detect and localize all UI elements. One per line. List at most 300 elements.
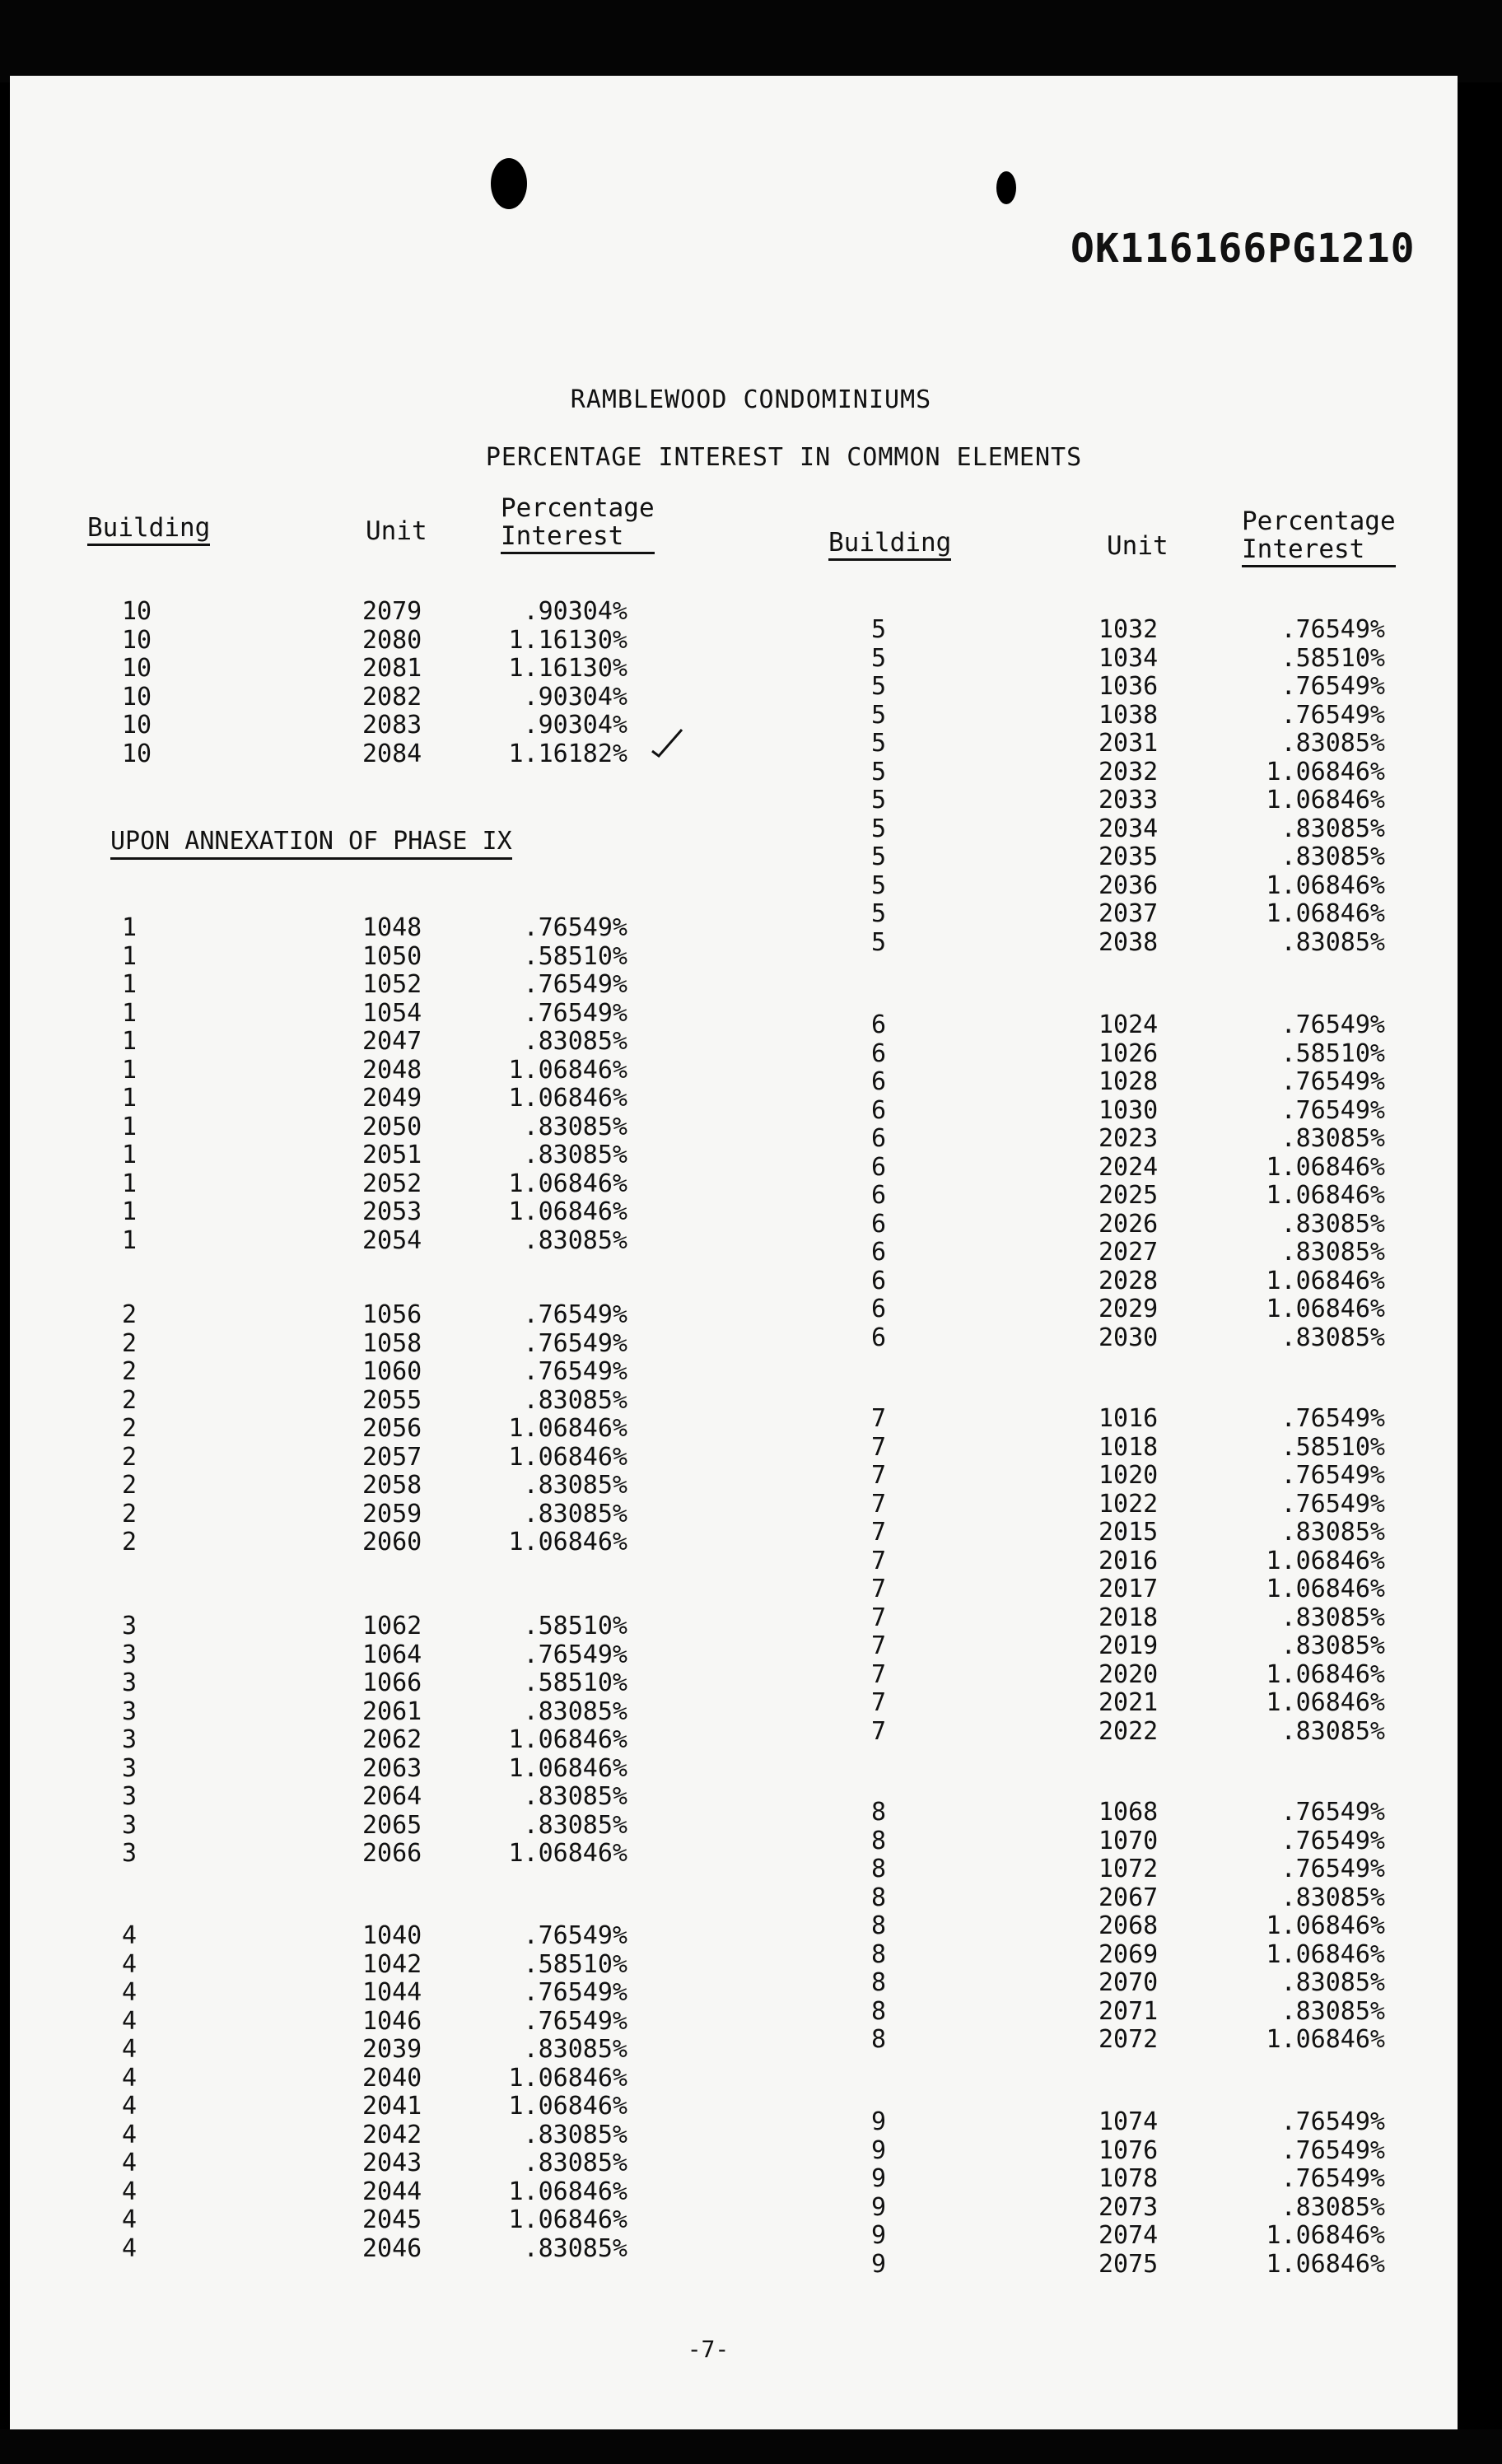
building-cell: 9 bbox=[871, 2249, 887, 2279]
table-row bbox=[0, 1519, 1502, 1547]
percentage-cell: 1.06846% bbox=[1266, 1575, 1385, 1603]
building-cell: 1 bbox=[122, 1169, 138, 1198]
percentage-cell: .76549% bbox=[1280, 1010, 1385, 1039]
building-cell: 2 bbox=[122, 1357, 138, 1386]
percentage-cell: 1.06846% bbox=[508, 1084, 627, 1113]
percentage-cell: .76549% bbox=[1280, 1798, 1385, 1827]
table-row bbox=[0, 1855, 1502, 1884]
table-row bbox=[0, 2026, 1502, 2055]
building-cell: 8 bbox=[871, 1883, 887, 1912]
percentage-cell: .83085% bbox=[1280, 842, 1385, 871]
percentage-cell: .83085% bbox=[523, 1499, 627, 1528]
table-row bbox=[0, 2222, 1502, 2251]
building-cell: 1 bbox=[122, 1112, 138, 1141]
percentage-cell: .58510% bbox=[1280, 1432, 1385, 1462]
percentage-cell: 1.06846% bbox=[508, 1753, 627, 1783]
page-number: -7- bbox=[687, 2336, 730, 2363]
building-cell: 6 bbox=[871, 1038, 887, 1068]
unit-cell: 1072 bbox=[1099, 1855, 1159, 1883]
unit-cell: 2080 bbox=[362, 625, 422, 655]
unit-cell: 2066 bbox=[362, 1839, 422, 1868]
table-row bbox=[0, 1434, 1502, 1463]
right-percentage-header: Percentage Interest bbox=[1242, 507, 1396, 567]
unit-cell: 2067 bbox=[1099, 1883, 1159, 1912]
building-cell: 5 bbox=[871, 757, 887, 786]
building-cell: 8 bbox=[871, 1798, 887, 1827]
percentage-cell: 1.06846% bbox=[508, 2205, 627, 2234]
unit-cell: 2081 bbox=[362, 654, 422, 683]
unit-cell: 1028 bbox=[1099, 1067, 1159, 1096]
unit-cell: 2046 bbox=[362, 2233, 422, 2263]
building-cell: 9 bbox=[871, 2107, 887, 2136]
percentage-cell: .83085% bbox=[1280, 1603, 1385, 1632]
unit-cell: 2056 bbox=[362, 1414, 422, 1443]
unit-cell: 2051 bbox=[362, 1141, 422, 1169]
percentage-cell: .83085% bbox=[523, 2120, 627, 2149]
building-cell: 8 bbox=[871, 1996, 887, 2026]
table-row bbox=[0, 1827, 1502, 1856]
percentage-cell: .83085% bbox=[523, 1112, 627, 1141]
building-cell: 9 bbox=[871, 2135, 887, 2165]
table-row bbox=[0, 1462, 1502, 1491]
table-row bbox=[0, 702, 1502, 730]
building-cell: 6 bbox=[871, 1209, 887, 1239]
building-cell: 6 bbox=[871, 1010, 887, 1039]
building-cell: 7 bbox=[871, 1716, 887, 1746]
percentage-cell: .76549% bbox=[523, 1328, 627, 1358]
percentage-cell: .76549% bbox=[1280, 2107, 1385, 2136]
document-subtitle: PERCENTAGE INTEREST IN COMMON ELEMENTS bbox=[485, 443, 1083, 472]
percentage-cell: .76549% bbox=[523, 970, 627, 999]
table-row bbox=[0, 2108, 1502, 2137]
left-unit-header: Unit bbox=[366, 516, 427, 546]
building-cell: 5 bbox=[871, 927, 887, 957]
percentage-cell: .76549% bbox=[523, 1978, 627, 2007]
percentage-cell: .76549% bbox=[1280, 1067, 1385, 1096]
unit-cell: 2039 bbox=[362, 2035, 422, 2064]
unit-cell: 1044 bbox=[362, 1978, 422, 2007]
percentage-cell: .83085% bbox=[523, 1027, 627, 1056]
table-row bbox=[0, 1267, 1502, 1296]
percentage-cell: 1.06846% bbox=[508, 1839, 627, 1868]
unit-cell: 1074 bbox=[1099, 2107, 1159, 2136]
building-cell: 2 bbox=[122, 1328, 138, 1358]
table-row bbox=[0, 1547, 1502, 1576]
percentage-cell: .76549% bbox=[523, 2006, 627, 2036]
building-cell: 7 bbox=[871, 1461, 887, 1490]
left-building-header: Building bbox=[87, 514, 210, 546]
building-cell: 3 bbox=[122, 1612, 138, 1640]
table-row bbox=[0, 1405, 1502, 1434]
unit-cell: 2033 bbox=[1099, 786, 1159, 814]
unit-cell: 2036 bbox=[1099, 870, 1159, 900]
percentage-cell: .83085% bbox=[523, 1225, 627, 1255]
building-cell: 8 bbox=[871, 1968, 887, 1997]
table-row bbox=[0, 1295, 1502, 1324]
building-cell: 8 bbox=[871, 1911, 887, 1940]
percentage-cell: 1.16130% bbox=[508, 654, 627, 683]
table-row bbox=[0, 872, 1502, 901]
building-cell: 2 bbox=[122, 1499, 138, 1528]
unit-cell: 2042 bbox=[362, 2120, 422, 2149]
unit-cell: 2068 bbox=[1099, 1911, 1159, 1940]
table-row bbox=[0, 929, 1502, 958]
percentage-cell: 1.06846% bbox=[508, 1442, 627, 1472]
unit-cell: 2021 bbox=[1099, 1688, 1159, 1717]
unit-cell: 2041 bbox=[362, 2092, 422, 2121]
percentage-cell: .58510% bbox=[523, 1668, 627, 1697]
unit-cell: 2034 bbox=[1099, 814, 1159, 843]
percentage-cell: 1.06846% bbox=[1266, 1181, 1385, 1210]
percentage-cell: .83085% bbox=[1280, 1631, 1385, 1660]
building-cell: 8 bbox=[871, 2025, 887, 2054]
unit-cell: 1042 bbox=[362, 1949, 422, 1979]
building-cell: 4 bbox=[122, 2092, 138, 2121]
percentage-cell: 1.06846% bbox=[1266, 870, 1385, 900]
percentage-cell: 1.06846% bbox=[508, 1169, 627, 1198]
unit-cell: 2038 bbox=[1099, 927, 1159, 957]
unit-cell: 1078 bbox=[1099, 2164, 1159, 2193]
unit-cell: 2049 bbox=[362, 1084, 422, 1113]
unit-cell: 2025 bbox=[1099, 1181, 1159, 1210]
unit-cell: 1040 bbox=[362, 1921, 422, 1950]
percentage-cell: .83085% bbox=[1280, 729, 1385, 758]
table-row bbox=[0, 971, 1502, 1000]
percentage-cell: 1.06846% bbox=[508, 1055, 627, 1085]
building-cell: 1 bbox=[122, 1197, 138, 1226]
punch-hole-right bbox=[996, 171, 1016, 204]
unit-cell: 1022 bbox=[1099, 1489, 1159, 1519]
unit-cell: 1062 bbox=[362, 1612, 422, 1640]
unit-cell: 2061 bbox=[362, 1696, 422, 1726]
building-cell: 10 bbox=[122, 625, 152, 655]
percentage-cell: 1.06846% bbox=[1266, 1152, 1385, 1182]
unit-cell: 2027 bbox=[1099, 1238, 1159, 1267]
percentage-cell: .83085% bbox=[1280, 2192, 1385, 2222]
percentage-cell: 1.06846% bbox=[1266, 899, 1385, 928]
table-row bbox=[0, 2065, 1502, 2093]
building-cell: 4 bbox=[122, 2233, 138, 2263]
table-row bbox=[0, 1324, 1502, 1353]
percentage-cell: .76549% bbox=[523, 1921, 627, 1950]
building-cell: 9 bbox=[871, 2192, 887, 2222]
building-cell: 5 bbox=[871, 729, 887, 758]
percentage-cell: .83085% bbox=[1280, 1996, 1385, 2026]
percentage-cell: .76549% bbox=[523, 1300, 627, 1329]
percentage-cell: .76549% bbox=[1280, 700, 1385, 730]
building-cell: 2 bbox=[122, 1300, 138, 1329]
unit-cell: 2065 bbox=[362, 1810, 422, 1840]
percentage-cell: .83085% bbox=[523, 1782, 627, 1811]
unit-cell: 2019 bbox=[1099, 1631, 1159, 1660]
unit-cell: 1050 bbox=[362, 941, 422, 971]
unit-cell: 2037 bbox=[1099, 899, 1159, 928]
unit-cell: 2040 bbox=[362, 2063, 422, 2093]
table-row bbox=[0, 1718, 1502, 1747]
building-cell: 10 bbox=[122, 682, 152, 712]
building-cell: 9 bbox=[871, 2164, 887, 2193]
percentage-cell: .76549% bbox=[1280, 1855, 1385, 1883]
table-row bbox=[0, 645, 1502, 674]
unit-cell: 1056 bbox=[362, 1300, 422, 1329]
unit-cell: 2022 bbox=[1099, 1716, 1159, 1746]
table-row bbox=[0, 1575, 1502, 1604]
building-cell: 3 bbox=[122, 1782, 138, 1811]
unit-cell: 2044 bbox=[362, 2177, 422, 2206]
table-row bbox=[0, 900, 1502, 929]
building-cell: 5 bbox=[871, 672, 887, 701]
unit-cell: 2055 bbox=[362, 1385, 422, 1415]
unit-cell: 2053 bbox=[362, 1197, 422, 1226]
unit-cell: 2052 bbox=[362, 1169, 422, 1198]
percentage-cell: 1.06846% bbox=[508, 2177, 627, 2206]
unit-cell: 2015 bbox=[1099, 1518, 1159, 1547]
unit-cell: 2050 bbox=[362, 1112, 422, 1141]
percentage-cell: .83085% bbox=[523, 1471, 627, 1500]
table-row bbox=[0, 1799, 1502, 1827]
unit-cell: 1064 bbox=[362, 1640, 422, 1669]
building-cell: 1 bbox=[122, 1141, 138, 1169]
building-cell: 2 bbox=[122, 1471, 138, 1500]
table-row bbox=[0, 1154, 1502, 1183]
table-row bbox=[0, 1125, 1502, 1154]
building-cell: 7 bbox=[871, 1489, 887, 1519]
scan-border-bottom bbox=[0, 2429, 1502, 2464]
percentage-cell: 1.06846% bbox=[1266, 1295, 1385, 1323]
percentage-cell: .76549% bbox=[1280, 1404, 1385, 1433]
table-row bbox=[0, 2165, 1502, 2194]
building-cell: 1 bbox=[122, 941, 138, 971]
unit-cell: 2035 bbox=[1099, 842, 1159, 871]
percentage-cell: 1.06846% bbox=[1266, 1546, 1385, 1575]
unit-cell: 2084 bbox=[362, 739, 422, 768]
building-cell: 10 bbox=[122, 654, 152, 683]
right-group-2 bbox=[0, 1011, 1502, 1352]
building-cell: 9 bbox=[871, 2221, 887, 2250]
unit-cell: 1030 bbox=[1099, 1095, 1159, 1125]
building-cell: 5 bbox=[871, 842, 887, 871]
building-cell: 7 bbox=[871, 1631, 887, 1660]
unit-cell: 1020 bbox=[1099, 1461, 1159, 1490]
building-cell: 4 bbox=[122, 2177, 138, 2206]
table-row bbox=[0, 1358, 1502, 1387]
table-row bbox=[0, 1211, 1502, 1239]
percentage-cell: .83085% bbox=[523, 2035, 627, 2064]
building-cell: 10 bbox=[122, 597, 152, 626]
unit-cell: 1058 bbox=[362, 1328, 422, 1358]
left-percentage-header: Percentage Interest bbox=[501, 494, 655, 554]
unit-cell: 2031 bbox=[1099, 729, 1159, 758]
unit-cell: 2028 bbox=[1099, 1266, 1159, 1295]
table-row bbox=[0, 1011, 1502, 1040]
right-building-header: Building bbox=[828, 529, 951, 561]
percentage-cell: .83085% bbox=[523, 1385, 627, 1415]
unit-cell: 2016 bbox=[1099, 1546, 1159, 1575]
building-cell: 3 bbox=[122, 1696, 138, 1726]
table-row bbox=[0, 1912, 1502, 1941]
percentage-cell: .83085% bbox=[1280, 1238, 1385, 1267]
percentage-cell: 1.06846% bbox=[508, 2092, 627, 2121]
unit-cell: 2083 bbox=[362, 711, 422, 740]
annexation-heading: UPON ANNEXATION OF PHASE IX bbox=[110, 827, 512, 860]
table-row bbox=[0, 1239, 1502, 1267]
percentage-cell: .83085% bbox=[1280, 1209, 1385, 1239]
building-cell: 7 bbox=[871, 1688, 887, 1717]
percentage-cell: .58510% bbox=[1280, 643, 1385, 673]
unit-cell: 1038 bbox=[1099, 700, 1159, 730]
building-cell: 7 bbox=[871, 1404, 887, 1433]
percentage-cell: .83085% bbox=[1280, 1883, 1385, 1912]
percentage-cell: .90304% bbox=[523, 711, 627, 740]
table-row bbox=[0, 616, 1502, 645]
percentage-cell: .90304% bbox=[523, 597, 627, 626]
unit-cell: 1048 bbox=[362, 913, 422, 942]
table-row bbox=[0, 1491, 1502, 1519]
right-group-4 bbox=[0, 1799, 1502, 2055]
percentage-cell: 1.06846% bbox=[1266, 1688, 1385, 1717]
table-row bbox=[0, 786, 1502, 815]
building-cell: 2 bbox=[122, 1385, 138, 1415]
unit-cell: 2062 bbox=[362, 1725, 422, 1754]
percentage-cell: .83085% bbox=[523, 1810, 627, 1840]
building-cell: 8 bbox=[871, 1826, 887, 1855]
building-cell: 4 bbox=[122, 2006, 138, 2036]
unit-cell: 2059 bbox=[362, 1499, 422, 1528]
unit-cell: 2047 bbox=[362, 1027, 422, 1056]
percentage-cell: .58510% bbox=[523, 941, 627, 971]
percentage-cell: .83085% bbox=[523, 2233, 627, 2263]
percentage-cell: .83085% bbox=[1280, 1716, 1385, 1746]
table-row bbox=[0, 1689, 1502, 1718]
unit-cell: 2058 bbox=[362, 1471, 422, 1500]
building-cell: 4 bbox=[122, 2205, 138, 2234]
unit-cell: 1052 bbox=[362, 970, 422, 999]
percentage-cell: .83085% bbox=[1280, 1323, 1385, 1352]
unit-cell: 1034 bbox=[1099, 643, 1159, 673]
percentage-cell: 1.06846% bbox=[1266, 2221, 1385, 2250]
unit-cell: 2020 bbox=[1099, 1659, 1159, 1689]
building-cell: 5 bbox=[871, 814, 887, 843]
unit-cell: 1016 bbox=[1099, 1404, 1159, 1433]
building-cell: 1 bbox=[122, 970, 138, 999]
unit-cell: 2054 bbox=[362, 1225, 422, 1255]
unit-cell: 2032 bbox=[1099, 757, 1159, 786]
unit-cell: 2079 bbox=[362, 597, 422, 626]
unit-cell: 2043 bbox=[362, 2149, 422, 2177]
building-cell: 7 bbox=[871, 1659, 887, 1689]
right-group-5 bbox=[0, 2108, 1502, 2279]
unit-cell: 2026 bbox=[1099, 1209, 1159, 1239]
document-number: OK116166PG1210 bbox=[1071, 226, 1416, 272]
percentage-cell: .76549% bbox=[1280, 2135, 1385, 2165]
table-row bbox=[0, 1998, 1502, 2027]
table-row bbox=[0, 815, 1502, 844]
building-cell: 7 bbox=[871, 1575, 887, 1603]
table-row bbox=[0, 1632, 1502, 1661]
percentage-cell: 1.06846% bbox=[1266, 1659, 1385, 1689]
percentage-cell: 1.06846% bbox=[508, 1414, 627, 1443]
unit-cell: 2030 bbox=[1099, 1323, 1159, 1352]
building-cell: 1 bbox=[122, 1225, 138, 1255]
percentage-cell: .76549% bbox=[1280, 1095, 1385, 1125]
building-cell: 1 bbox=[122, 998, 138, 1028]
percentage-cell: 1.06846% bbox=[1266, 2025, 1385, 2054]
percentage-cell: .83085% bbox=[1280, 927, 1385, 957]
percentage-cell: 1.06846% bbox=[1266, 1939, 1385, 1969]
percentage-cell: .83085% bbox=[1280, 1518, 1385, 1547]
building-cell: 10 bbox=[122, 711, 152, 740]
building-cell: 6 bbox=[871, 1095, 887, 1125]
table-row bbox=[0, 1969, 1502, 1998]
percentage-cell: .76549% bbox=[1280, 615, 1385, 644]
unit-cell: 1054 bbox=[362, 998, 422, 1028]
building-cell: 7 bbox=[871, 1603, 887, 1632]
percentage-cell: .76549% bbox=[523, 1357, 627, 1386]
building-cell: 2 bbox=[122, 1528, 138, 1556]
punch-hole-left bbox=[491, 158, 527, 209]
document-title: RAMBLEWOOD CONDOMINIUMS bbox=[570, 385, 932, 414]
building-cell: 1 bbox=[122, 1055, 138, 1085]
unit-cell: 1070 bbox=[1099, 1826, 1159, 1855]
percentage-cell: 1.06846% bbox=[1266, 1266, 1385, 1295]
building-cell: 3 bbox=[122, 1839, 138, 1868]
building-cell: 6 bbox=[871, 1067, 887, 1096]
percentage-cell: 1.06846% bbox=[1266, 786, 1385, 814]
unit-cell: 1046 bbox=[362, 2006, 422, 2036]
building-cell: 5 bbox=[871, 899, 887, 928]
percentage-cell: 1.16182% bbox=[508, 739, 627, 768]
percentage-cell: 1.06846% bbox=[508, 1725, 627, 1754]
table-row bbox=[0, 1182, 1502, 1211]
percentage-cell: .83085% bbox=[1280, 1968, 1385, 1997]
table-row bbox=[0, 843, 1502, 872]
unit-cell: 2048 bbox=[362, 1055, 422, 1085]
percentage-cell: 1.06846% bbox=[1266, 2249, 1385, 2279]
percentage-cell: .83085% bbox=[1280, 1124, 1385, 1153]
building-cell: 7 bbox=[871, 1432, 887, 1462]
building-cell: 10 bbox=[122, 739, 152, 768]
building-cell: 5 bbox=[871, 700, 887, 730]
unit-cell: 1024 bbox=[1099, 1010, 1159, 1039]
building-cell: 4 bbox=[122, 1978, 138, 2007]
percentage-cell: .76549% bbox=[523, 998, 627, 1028]
building-cell: 2 bbox=[122, 1414, 138, 1443]
percentage-cell: .76549% bbox=[1280, 1826, 1385, 1855]
unit-cell: 2071 bbox=[1099, 1996, 1159, 2026]
unit-cell: 2045 bbox=[362, 2205, 422, 2234]
building-cell: 4 bbox=[122, 1949, 138, 1979]
scan-border-top bbox=[0, 0, 1502, 82]
table-row bbox=[0, 758, 1502, 787]
percentage-cell: .76549% bbox=[523, 913, 627, 942]
building-cell: 6 bbox=[871, 1238, 887, 1267]
percentage-cell: .76549% bbox=[1280, 1489, 1385, 1519]
building-cell: 7 bbox=[871, 1546, 887, 1575]
percentage-cell: .76549% bbox=[1280, 2164, 1385, 2193]
table-row bbox=[0, 1755, 1502, 1784]
percentage-cell: .58510% bbox=[523, 1949, 627, 1979]
unit-cell: 2064 bbox=[362, 1782, 422, 1811]
right-group-1 bbox=[0, 616, 1502, 957]
building-cell: 4 bbox=[122, 2120, 138, 2149]
unit-cell: 2017 bbox=[1099, 1575, 1159, 1603]
unit-cell: 2070 bbox=[1099, 1968, 1159, 1997]
percentage-cell: 1.16130% bbox=[508, 625, 627, 655]
building-cell: 3 bbox=[122, 1753, 138, 1783]
building-cell: 3 bbox=[122, 1725, 138, 1754]
unit-cell: 2060 bbox=[362, 1528, 422, 1556]
building-cell: 6 bbox=[871, 1152, 887, 1182]
